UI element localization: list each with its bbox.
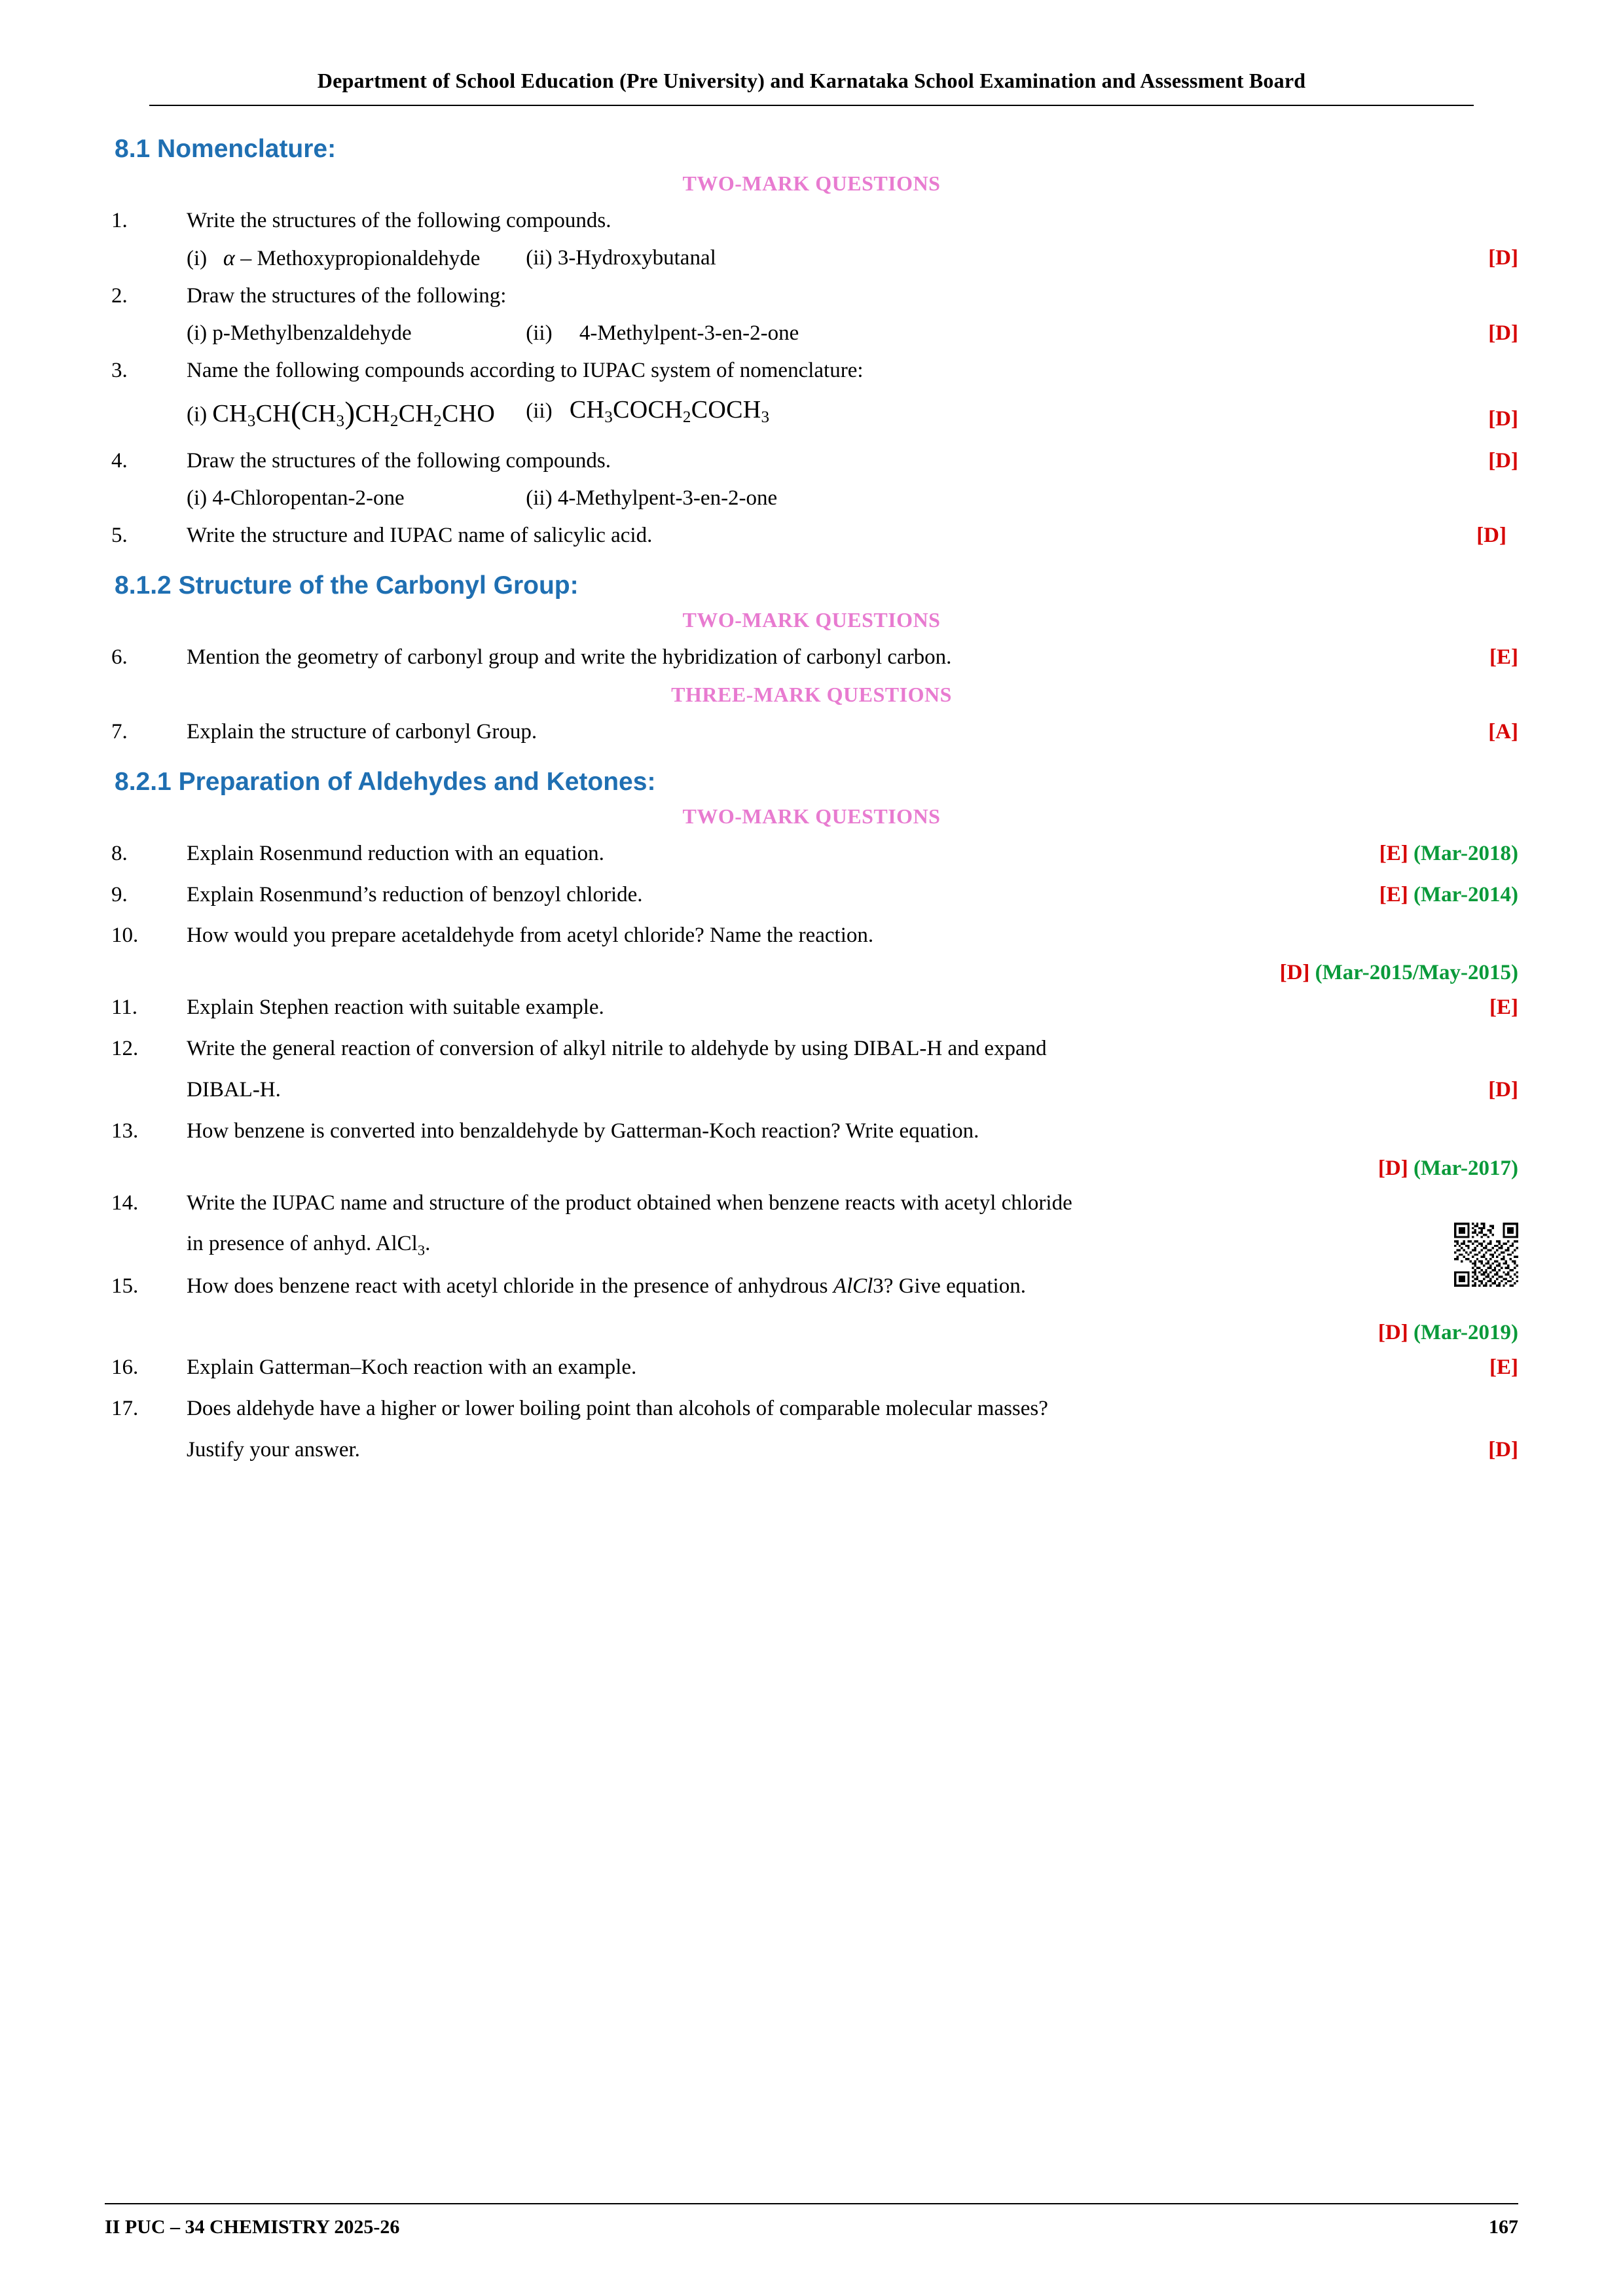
question-text: Explain the structure of carbonyl Group. — [187, 719, 538, 744]
question-1-subparts — [187, 246, 1518, 271]
question-9 — [105, 879, 1518, 911]
question-text: Write the general reaction of conversion of alkyl nitrile to aldehyde by using DIBAL-H and expand — [187, 1037, 1047, 1061]
question-16 — [105, 1352, 1518, 1384]
subpart-ii-text: 4-Methylpent-3-en-2-one — [579, 321, 799, 345]
question-number: 6. — [111, 645, 128, 670]
question-number: 10. — [111, 924, 139, 948]
footer-left-text: II PUC – 34 CHEMISTRY 2025-26 — [105, 2216, 400, 2238]
difficulty-tag: [D] — [1377, 1156, 1408, 1180]
subpart-ii — [526, 321, 799, 346]
question-17-line2 — [105, 1434, 1518, 1466]
difficulty-tag: [D] — [1476, 524, 1506, 548]
question-text: Explain Stephen reaction with suitable example. — [187, 996, 604, 1020]
page-number: 167 — [1489, 2216, 1518, 2238]
section-title-nomenclature: 8.1 Nomenclature: — [115, 135, 337, 163]
difficulty-tag: [D] — [1488, 1437, 1518, 1462]
difficulty-tag: [E] — [1489, 996, 1518, 1020]
question-text: How would you prepare acetaldehyde from acetyl chloride? Name the reaction. — [187, 924, 874, 948]
question-text-wrap — [187, 1434, 1518, 1466]
subpart-label: (i) — [187, 246, 208, 270]
question-17 — [105, 1393, 1518, 1425]
question-number: 16. — [111, 1355, 139, 1380]
formula-pre: in presence of anhyd. AlCl — [187, 1232, 418, 1256]
tag-group — [1379, 838, 1518, 870]
question-number: 15. — [111, 1274, 139, 1299]
question-4 — [105, 445, 1518, 477]
difficulty-tag: [D] — [1488, 1077, 1518, 1102]
difficulty-tag: [A] — [1488, 719, 1518, 744]
question-text: Name the following compounds according to IUPAC system of nomenclature: — [187, 358, 864, 382]
question-14-line2 — [105, 1228, 1518, 1261]
difficulty-tag: [D] — [1377, 1321, 1408, 1345]
question-text: Mention the geometry of carbonyl group and write the hybridization of carbonyl carbon. — [187, 645, 952, 670]
question-number: 11. — [111, 996, 138, 1020]
subpart-i — [187, 395, 520, 431]
question-2-subparts — [187, 321, 1518, 346]
difficulty-tag: [D] — [1488, 321, 1518, 345]
question-8 — [105, 838, 1518, 870]
question-7 — [105, 716, 1518, 748]
formula-subscript: 3 — [417, 1242, 426, 1259]
question-15 — [105, 1270, 1518, 1302]
difficulty-tag: [E] — [1489, 1355, 1518, 1380]
section-title-preparation: 8.2.1 Preparation of Aldehydes and Ketones: — [115, 767, 656, 796]
question-text-wrap — [187, 838, 1518, 870]
question-number: 13. — [111, 1119, 139, 1143]
question-text: Does aldehyde have a higher or lower boiling point than alcohols of comparable molecular masses? — [187, 1396, 1048, 1420]
subpart-label: (ii) — [526, 399, 553, 423]
question-6 — [105, 641, 1518, 673]
question-number: 4. — [111, 449, 128, 473]
question-10 — [105, 920, 1518, 952]
question-number: 7. — [111, 719, 128, 744]
difficulty-tag: [D] — [1279, 961, 1310, 985]
question-13 — [105, 1115, 1518, 1147]
question-14 — [105, 1187, 1518, 1219]
question-text-pre: How does benzene react with acetyl chloride in the presence of anhydrous — [187, 1274, 833, 1299]
question-number: 8. — [111, 841, 128, 865]
question-number: 5. — [111, 524, 128, 548]
alpha-symbol: α – — [223, 245, 252, 270]
subpart-label: (i) — [187, 403, 208, 427]
subpart-i: (i) 4-Chloropentan-2-one — [187, 486, 405, 511]
question-text-wrap — [187, 879, 1518, 911]
difficulty-tag: [D] — [1488, 407, 1518, 431]
question-5 — [105, 520, 1518, 552]
question-text-wrap — [187, 641, 1518, 673]
page-header: Department of School Education (Pre University) and Karnataka School Examination and Assessment Board — [317, 69, 1306, 92]
chemical-italic: AlCl — [833, 1274, 873, 1299]
difficulty-tag: [E] — [1489, 645, 1518, 670]
question-10-tags — [105, 961, 1518, 985]
marks-heading-three: THREE-MARK QUESTIONS — [671, 682, 952, 706]
question-text-wrap — [187, 1074, 1518, 1106]
question-number: 2. — [111, 283, 128, 308]
question-text: Explain Gatterman–Koch reaction with an example. — [187, 1355, 637, 1380]
question-text — [187, 1270, 1518, 1302]
page-content — [105, 123, 1518, 1475]
subpart-i — [187, 246, 520, 271]
chemical-formula-2: $CH_3COCH_2COCH_3$ — [563, 396, 770, 427]
formula-post: . — [425, 1232, 431, 1256]
question-text-post: 3? Give equation. — [873, 1274, 1026, 1299]
question-text: Draw the structures of the following compounds. — [187, 449, 611, 473]
question-text-wrap — [187, 445, 1518, 477]
page-footer — [105, 2216, 1518, 2238]
marks-heading-two-3: TWO-MARK QUESTIONS — [682, 804, 941, 828]
difficulty-tag: [E] — [1379, 841, 1408, 865]
subpart-ii: (ii) 3-Hydroxybutanal — [526, 245, 716, 270]
difficulty-tag: [D] — [1488, 449, 1518, 473]
subpart-ii: (ii) 4-Methylpent-3-en-2-one — [526, 486, 778, 511]
chemical-formula-1: $CH_3CH(CH_3)CH_2CH_2CHO$ — [212, 396, 496, 431]
year-tag: (Mar-2017) — [1413, 1156, 1518, 1180]
question-12-line2 — [105, 1074, 1518, 1106]
question-13-tags — [105, 1157, 1518, 1181]
question-3 — [105, 355, 1518, 387]
question-text-wrap — [187, 1228, 1518, 1261]
difficulty-tag: [D] — [1488, 245, 1518, 270]
subpart-i-text: Methoxypropionaldehyde — [257, 246, 481, 270]
question-11 — [105, 992, 1518, 1024]
question-15-tags — [105, 1321, 1518, 1345]
subpart-i: (i) p-Methylbenzaldehyde — [187, 321, 412, 345]
question-number: 17. — [111, 1396, 139, 1420]
footer-divider — [105, 2203, 1518, 2204]
question-text-cont: DIBAL-H. — [187, 1077, 281, 1102]
question-number: 1. — [111, 209, 128, 232]
question-text: Write the structures of the following compounds. — [187, 209, 611, 232]
year-tag: (Mar-2014) — [1413, 882, 1518, 906]
subpart-label: (ii) — [526, 321, 553, 345]
year-tag: (Mar-2015/May-2015) — [1315, 961, 1518, 985]
question-text-wrap — [187, 520, 1518, 552]
question-text-wrap — [187, 992, 1518, 1024]
question-text: Explain Rosenmund’s reduction of benzoyl chloride. — [187, 882, 643, 906]
question-12 — [105, 1033, 1518, 1065]
marks-heading-two-2: TWO-MARK QUESTIONS — [682, 608, 941, 632]
question-number: 3. — [111, 358, 128, 382]
question-text: Explain Rosenmund reduction with an equation. — [187, 841, 604, 865]
question-number: 12. — [111, 1037, 139, 1061]
question-text: Draw the structures of the following: — [187, 283, 507, 308]
question-text: Write the IUPAC name and structure of the product obtained when benzene reacts with acetyl chloride — [187, 1191, 1072, 1215]
question-text-wrap — [187, 1352, 1518, 1384]
tag-group — [1379, 879, 1518, 911]
question-text: Write the structure and IUPAC name of salicylic acid. — [187, 524, 653, 548]
marks-heading-two-1: TWO-MARK QUESTIONS — [682, 171, 941, 195]
section-title-carbonyl-structure: 8.1.2 Structure of the Carbonyl Group: — [115, 571, 579, 600]
qr-code-icon[interactable] — [1454, 1223, 1518, 1287]
question-text-cont — [187, 1232, 431, 1259]
question-2 — [105, 280, 1518, 312]
year-tag: (Mar-2018) — [1413, 841, 1518, 865]
question-4-subparts — [187, 486, 1518, 511]
question-number: 14. — [111, 1191, 139, 1215]
question-text-cont: Justify your answer. — [187, 1437, 360, 1462]
subpart-ii — [526, 395, 769, 427]
header-divider — [149, 105, 1474, 106]
question-1 — [105, 205, 1518, 237]
question-3-subparts — [187, 395, 1518, 431]
difficulty-tag: [E] — [1379, 882, 1408, 906]
question-text: How benzene is converted into benzaldehyde by Gatterman-Koch reaction? Write equation. — [187, 1119, 979, 1143]
year-tag: (Mar-2019) — [1413, 1321, 1518, 1345]
question-text-wrap — [187, 716, 1518, 748]
question-number: 9. — [111, 882, 128, 906]
